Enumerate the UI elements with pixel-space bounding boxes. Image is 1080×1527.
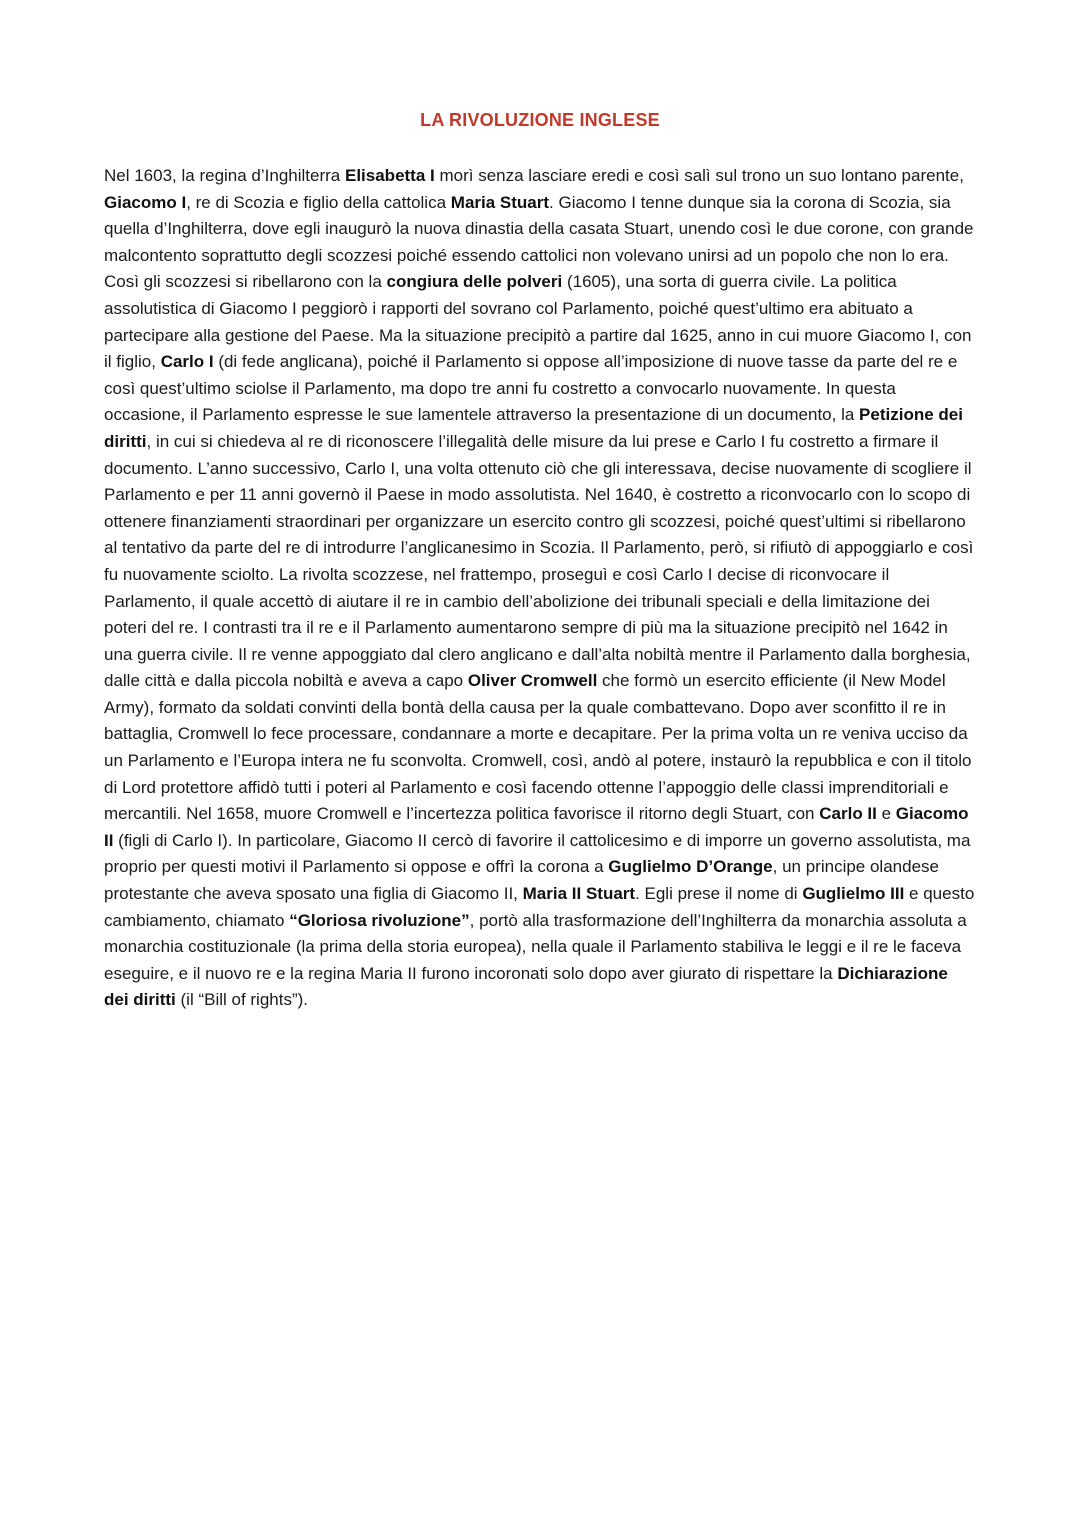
bold-term: congiura delle polveri [386, 272, 563, 292]
page-title: LA RIVOLUZIONE INGLESE [420, 110, 660, 130]
bold-term: Giacomo II [104, 804, 969, 850]
bold-term: Dichiarazione dei diritti [104, 963, 948, 1010]
bold-term: Carlo I [160, 352, 214, 372]
text-run: , in cui si chiedeva al re di riconoscere l’illegalità delle misure da lui prese e Carlo I fu costretto a firmare il documento. L’anno successivo, Carlo I, una volta ottenuto ciò che gli interessava, decise nuovamente di scogliere il Parlamento e per 11 anni governò il Paese in modo assolutista. Nel 1640, è costretto a riconvocarlo con lo scopo di ottenere finanziamenti straordinari per organizzare un esercito contro gli scozzesi, poiché quest’ultimi si ribellarono al tentativo da parte del re di introdurre l’anglicanesimo in Scozia. Il Parlamento, però, si rifiutò di appoggiarlo e così fu nuovamente sciolto. La rivolta scozzese, nel frattempo, proseguì e così Carlo I decise di riconvocare il Parlamento, il quale accettò di aiutare il re in cambio dell’abolizione dei tribunali speciali e della limitazione dei poteri del re. I contrasti tra il re e il Parlamento aumentarono sempre di più ma la situazione precipitò nel 1642 in una guerra civile. Il re venne appoggiato dal clero anglicano e dall’alta nobiltà mentre il Parlamento dalla borghesia, dalle città e dalla piccola nobiltà e aveva a capo [104, 431, 974, 691]
text-run: , portò alla trasformazione dell’Inghilterra da monarchia assoluta a monarchia costituzionale (la prima della storia europea), nella quale il Parlamento stabiliva le leggi e il re le faceva eseguire, e il nuovo re e la regina Maria II furono incoronati solo dopo aver giurato di rispettare la [104, 910, 967, 983]
bold-term: Elisabetta I [344, 166, 435, 185]
text-run: (1605), una sorta di guerra civile. La politica assolutistica di Giacomo I peggiorò i rapporti del sovrano col Parlamento, poiché quest’ultimo era abituato a partecipare alla gestione del Paese. Ma la situazione precipitò a partire dal 1625, anno in cui muore Giacomo I, con il figlio, [104, 272, 972, 372]
text-run: , un principe olandese protestante che aveva sposato una figlia di Giacomo II, [104, 857, 939, 904]
text-run: e [876, 804, 896, 824]
text-run: (figli di Carlo I). In particolare, Giacomo II cercò di favorire il cattolicesimo e di imporre un governo assolutista, ma proprio per questi motivi il Parlamento si oppose e offrì la corona a [104, 830, 971, 877]
bold-term: Petizione dei diritti [104, 405, 963, 451]
bold-term: “Gloriosa rivoluzione” [289, 910, 470, 930]
bold-term: Maria Stuart [450, 192, 550, 212]
text-run: (il “Bill of rights”). [175, 990, 309, 1010]
bold-term: Giacomo I [104, 192, 187, 212]
text-run: (di fede anglicana), poiché il Parlamento si oppose all’imposizione di nuove tasse da parte del re e così quest’ultimo sciolse il Parlamento, ma dopo tre anni fu costretto a convocarlo nuovamente. In questa occasione, il Parlamento espresse le sue lamentele attraverso la presentazione di un documento, la [104, 352, 958, 425]
bold-term: Carlo II [819, 804, 877, 824]
text-run: . Giacomo I tenne dunque sia la corona di Scozia, sia quella d’Inghilterra, dove egli inaugurò la nuova dinastia della casata Stuart, unendo così le due corone, con grande malcontento soprattutto degli scozzesi poiché essendo cattolici non volevano unirsi ad un popolo che non lo era. Così gli scozzesi si ribellarono con la [104, 192, 974, 292]
text-run: e questo cambiamento, chiamato [104, 884, 975, 930]
bold-term: Maria II Stuart [522, 884, 636, 904]
text-run: . Egli prese il nome di [635, 884, 803, 904]
text-run: che formò un esercito efficiente (il New Model Army), formato da soldati convinti della bontà della causa per la quale combattevano. Dopo aver sconfitto il re in battaglia, Cromwell lo fece processare, condannare a morte e decapitare. Per la prima volta un re veniva ucciso da un Parlamento e l’Europa intera ne fu sconvolta. Cromwell, così, andò al potere, instaurò la repubblica e con il titolo di Lord protettore affidò tutti i poteri al Parlamento e così facendo ottenne l’appoggio delle classi imprenditoriali e mercantili. Nel 1658, muore Cromwell e l’incertezza politica favorisce il ritorno degli Stuart, con [104, 671, 972, 824]
bold-term: Guglielmo D’Orange [608, 857, 773, 877]
bold-term: Guglielmo III [802, 884, 905, 904]
bold-term: Oliver Cromwell [467, 671, 598, 691]
text-run: morì senza lasciare eredi e così salì sul trono un suo lontano parente, [434, 166, 964, 185]
text-run: Nel 1603, la regina d’Inghilterra [104, 166, 345, 185]
text-run: , re di Scozia e figlio della cattolica [186, 192, 451, 212]
body-paragraph [104, 163, 976, 1014]
